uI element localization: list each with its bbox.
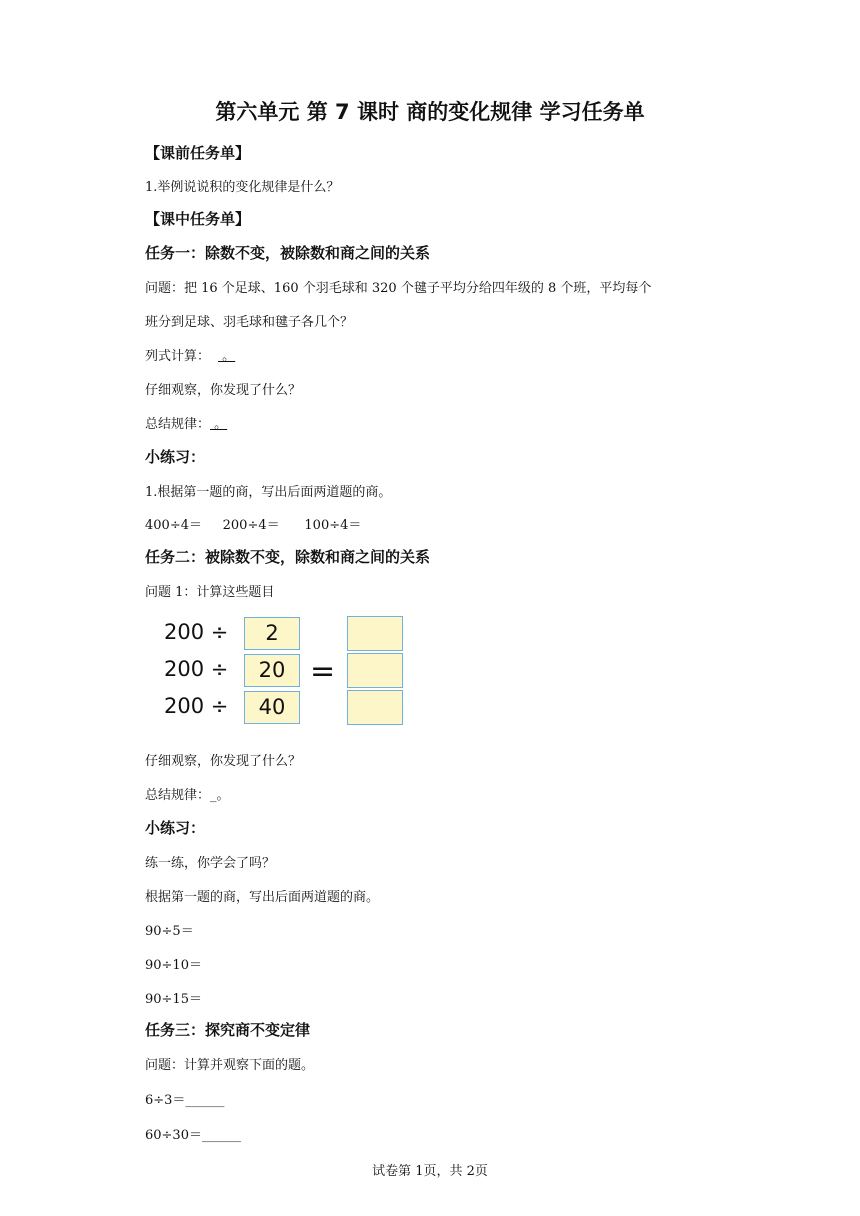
task1-rule-blank: 。 — [210, 417, 228, 432]
division-figure — [160, 612, 410, 730]
task2-practice-instruction: 根据第一题的商，写出后面两道题的商。 — [145, 890, 380, 905]
task1-practice-instruction: 1.根据第一题的商，写出后面两道题的商。 — [145, 485, 392, 500]
page-title: 第六单元 第 7 课时 商的变化规律 学习任务单 — [215, 100, 645, 124]
figure-answer-box-2 — [347, 653, 403, 688]
task2-practice-item-1: 90÷5＝ — [145, 924, 194, 939]
task2-rule-label: 总结规律： — [145, 788, 211, 803]
page-footer: 试卷第 1页，共 2页 — [372, 1164, 488, 1179]
task2-observe: 仔细观察，你发现了什么？ — [145, 754, 302, 769]
task1-rule-label: 总结规律： — [145, 417, 211, 432]
task1-problem-line2: 班分到足球、羽毛球和毽子各几个？ — [145, 315, 354, 330]
task2-practice-item-3: 90÷15＝ — [145, 992, 202, 1007]
figure-dividend-3: 200 ÷ — [164, 694, 229, 718]
task2-practice-item-2: 90÷10＝ — [145, 958, 202, 973]
pre-class-question-1: 1.举例说说积的变化规律是什么？ — [145, 180, 340, 195]
task2-practice-heading: 小练习： — [145, 819, 206, 837]
task1-practice-heading: 小练习： — [145, 448, 206, 466]
task2-rule — [145, 784, 230, 803]
task2-practice-prompt: 练一练，你学会了吗？ — [145, 856, 276, 871]
task1-calc-label: 列式计算： — [145, 349, 211, 364]
figure-dividend-2: 200 ÷ — [164, 657, 229, 681]
figure-dividend-1: 200 ÷ — [164, 620, 229, 644]
task2-rule-blank: _。 — [210, 788, 230, 803]
in-class-header: 【课中任务单】 — [145, 210, 251, 228]
figure-answer-box-3 — [347, 690, 403, 725]
task1-problem-line1: 问题：把 16 个足球、160 个羽毛球和 320 个毽子平均分给四年级的 8 个班，平均每个 — [145, 281, 652, 296]
task3-problem: 问题：计算并观察下面的题。 — [145, 1058, 315, 1073]
figure-divisor-1: 2 — [244, 617, 300, 650]
task3-heading: 任务三：探究商不变定律 — [145, 1021, 311, 1039]
task2-problem: 问题 1：计算这些题目 — [145, 585, 275, 600]
figure-answer-box-1 — [347, 616, 403, 651]
task3-item-2: 60÷30＝______ — [145, 1128, 241, 1143]
task1-observe: 仔细观察，你发现了什么？ — [145, 383, 302, 398]
task3-item-1: 6÷3＝______ — [145, 1093, 225, 1108]
task2-heading: 任务二：被除数不变，除数和商之间的关系 — [145, 548, 431, 566]
task1-rule — [145, 413, 227, 432]
task1-calc-blank: 。 — [218, 349, 236, 364]
task1-calc — [145, 345, 235, 364]
figure-divisor-3: 40 — [244, 691, 300, 724]
pre-class-header: 【课前任务单】 — [145, 144, 251, 162]
figure-equals-sign: = — [310, 654, 336, 689]
task1-heading: 任务一：除数不变，被除数和商之间的关系 — [145, 244, 431, 262]
figure-divisor-2: 20 — [244, 654, 300, 687]
task1-practice-problems: 400÷4＝ 200÷4＝ 100÷4＝ — [145, 518, 362, 533]
